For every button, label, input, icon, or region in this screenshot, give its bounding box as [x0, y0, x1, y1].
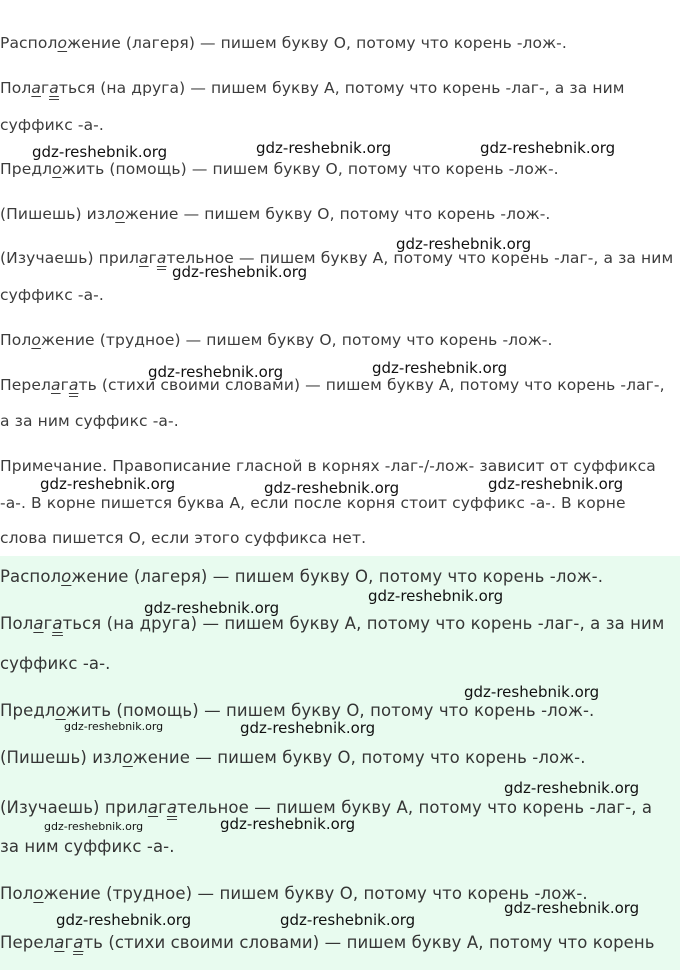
watermark[interactable]: gdz-reshebnik.org — [488, 475, 624, 493]
answer-line: Полагаться (на друга) — пишем букву А, потому что корень -лаг-, а за ним — [0, 614, 664, 633]
answer-line: за ним суффикс -а-. — [0, 837, 175, 856]
answer-section-2 — [0, 556, 680, 970]
answer-line: (Изучаешь) прилагательное — пишем букву А, потому что корень -лаг-, а за ним — [0, 249, 673, 267]
watermark[interactable]: gdz-reshebnik.org — [504, 779, 640, 797]
answer-line: а за ним суффикс -а-. — [0, 412, 179, 430]
answer-line: Предложить (помощь) — пишем букву О, потому что корень -лож-. — [0, 701, 595, 720]
watermark[interactable]: gdz-reshebnik.org — [144, 599, 280, 617]
watermark[interactable]: gdz-reshebnik.org — [480, 139, 616, 157]
answer-line: Положение (трудное) — пишем букву О, потому что корень -лож-. — [0, 884, 588, 903]
answer-line: (Пишешь) изложение — пишем букву О, потому что корень -лож-. — [0, 205, 551, 223]
watermark[interactable]: gdz-reshebnik.org — [464, 683, 600, 701]
answer-line: (Пишешь) изложение — пишем букву О, потому что корень -лож-. — [0, 748, 586, 767]
answer-line: Перелагать (стихи своими словами) — пишем букву А, потому что корень — [0, 933, 655, 952]
watermark[interactable]: gdz-reshebnik.org — [396, 235, 532, 253]
watermark[interactable]: gdz-reshebnik.org — [220, 815, 356, 833]
answer-line: Перелагать (стихи своими словами) — пишем букву А, потому что корень -лаг-, — [0, 376, 665, 394]
note-line: -а-. В корне пишется буква А, если после корня стоит суффикс -а-. В корне — [0, 494, 626, 512]
answer-line: Расположение (лагеря) — пишем букву О, потому что корень -лож-. — [0, 567, 604, 586]
watermark[interactable]: gdz-reshebnik.org — [264, 479, 400, 497]
watermark[interactable]: gdz-reshebnik.org — [32, 143, 168, 161]
watermark[interactable]: gdz-reshebnik.org — [44, 820, 144, 833]
watermark[interactable]: gdz-reshebnik.org — [64, 720, 164, 733]
answer-line: суффикс -а-. — [0, 654, 111, 673]
watermark[interactable]: gdz-reshebnik.org — [504, 899, 640, 917]
watermark[interactable]: gdz-reshebnik.org — [368, 587, 504, 605]
watermark[interactable]: gdz-reshebnik.org — [280, 911, 416, 929]
answer-line: (Изучаешь) прилагательное — пишем букву А, потому что корень -лаг-, а — [0, 798, 652, 817]
answer-line: Расположение (лагеря) — пишем букву О, потому что корень -лож-. — [0, 34, 567, 52]
note-line: Примечание. Правописание гласной в корнях -лаг-/-лож- зависит от суффикса — [0, 457, 656, 475]
answer-line: суффикс -а-. — [0, 116, 104, 134]
watermark[interactable]: gdz-reshebnik.org — [256, 139, 392, 157]
watermark[interactable]: gdz-reshebnik.org — [172, 263, 308, 281]
answer-line: Положение (трудное) — пишем букву О, потому что корень -лож-. — [0, 331, 553, 349]
note-line: слова пишется О, если этого суффикса нет. — [0, 529, 367, 547]
answer-line: Предложить (помощь) — пишем букву О, потому что корень -лож-. — [0, 160, 559, 178]
watermark[interactable]: gdz-reshebnik.org — [56, 911, 192, 929]
watermark[interactable]: gdz-reshebnik.org — [372, 359, 508, 377]
answer-line: Полагаться (на друга) — пишем букву А, потому что корень -лаг-, а за ним — [0, 79, 625, 97]
watermark[interactable]: gdz-reshebnik.org — [240, 719, 376, 737]
watermark[interactable]: gdz-reshebnik.org — [40, 475, 176, 493]
answer-line: суффикс -а-. — [0, 286, 104, 304]
watermark[interactable]: gdz-reshebnik.org — [148, 363, 284, 381]
